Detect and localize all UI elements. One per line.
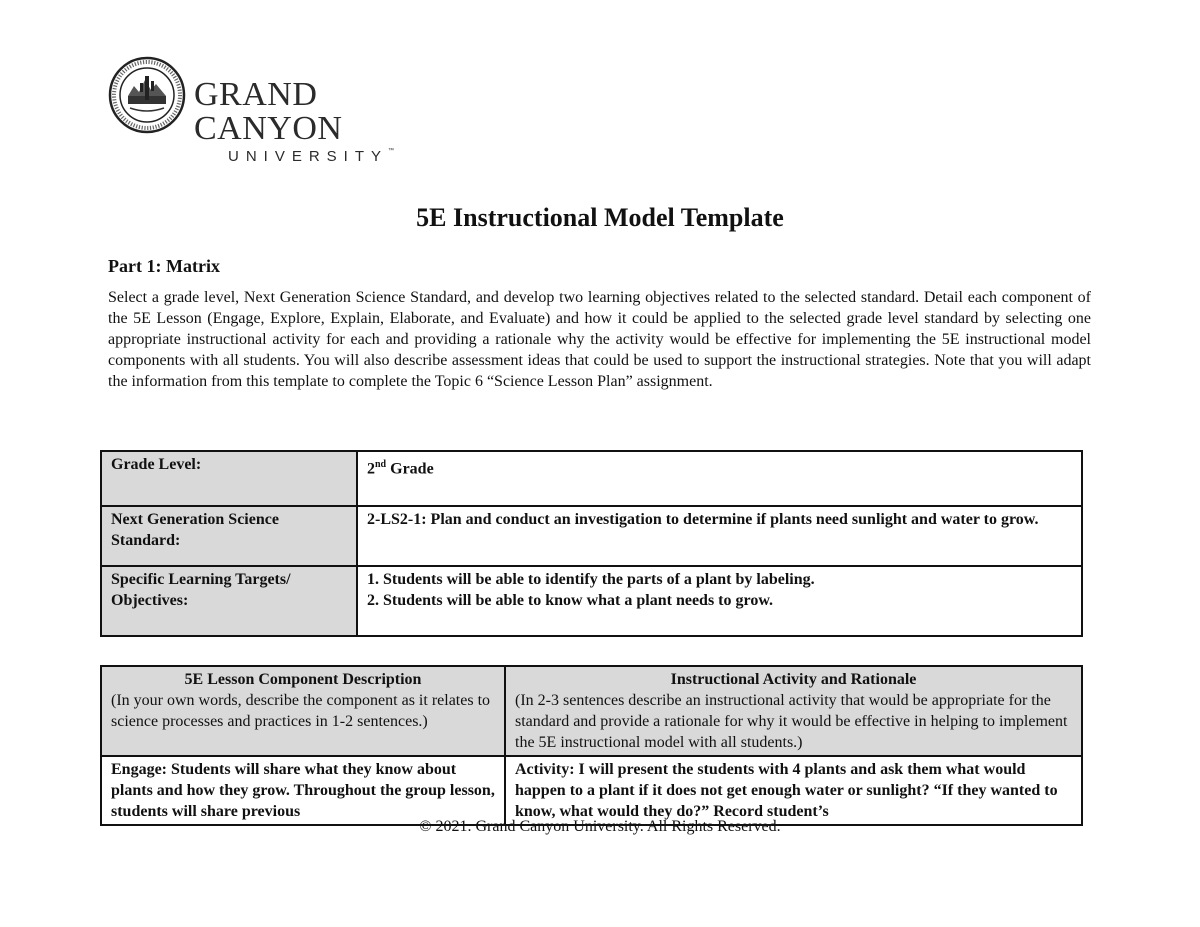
university-subtitle [228, 148, 468, 165]
grade-level-value [357, 451, 1082, 506]
university-seal-icon [108, 56, 186, 134]
standard-value: 2-LS2-1: Plan and conduct an investigation to determine if plants need sunlight and water to grow. [357, 506, 1082, 566]
grade-number: 2 [367, 460, 375, 478]
activity-cell: Activity: I will present the students with 4 plants and ask them what would happen to a plant if it does not get enough water or sunlight? “If they wanted to know, what would they do?” Record student’s [505, 756, 1082, 825]
university-subtitle-text: UNIVERSITY [228, 148, 389, 165]
engage-cell: Engage: Students will share what they know about plants and how they grow. Throughout the group lesson, students will share previous [101, 756, 505, 825]
component-column-description: (In your own words, describe the component as it relates to science processes and practices in 1-2 sentences.) [111, 692, 491, 730]
objectives-value [357, 566, 1082, 636]
part-heading: Part 1: Matrix [108, 256, 220, 276]
component-header-cell [101, 666, 505, 756]
table-row [101, 506, 1082, 566]
objective-item: 2. Students will be able to know what a plant needs to grow. [367, 592, 773, 609]
table-row [101, 451, 1082, 506]
trademark-symbol: ™ [388, 148, 395, 154]
activity-column-description: (In 2-3 sentences describe an instructional activity that would be appropriate for the standard and provide a rationale for why it would be effective in helping to implement the 5E instructional model with all students.) [515, 692, 1068, 751]
university-name: GRAND CANYON [194, 76, 343, 147]
objective-item: 1. Students will be able to identify the parts of a plant by labeling. [367, 571, 815, 588]
grade-word: Grade [386, 460, 434, 478]
activity-column-title: Instructional Activity and Rationale [670, 671, 917, 688]
grade-level-label: Grade Level: [101, 451, 357, 506]
intro-paragraph: Select a grade level, Next Generation Science Standard, and develop two learning objectives related to the selected standard. Detail each component of the 5E Lesson (Engage, Explore, Explain, Elaborate, and Evaluate) and how it could be applied to the selected grade level standard by selecting one appropriate instructional activity for each and providing a rationale why the activity would be effective for implementing the 5E instructional model components with all students. You will also describe assessment ideas that could be used to support the instructional strategies. Note that you will adapt the information from this template to complete the Topic 6 “Science Lesson Plan” assignment. [108, 289, 1091, 390]
lesson-info-table [100, 450, 1083, 637]
university-logo [108, 56, 468, 165]
table-header-row [101, 666, 1082, 756]
objectives-label: Specific Learning Targets/ Objectives: [101, 566, 357, 636]
page-title: 5E Instructional Model Template [416, 203, 784, 232]
lesson-component-table [100, 665, 1083, 826]
component-column-title: 5E Lesson Component Description [184, 671, 422, 688]
grade-suffix: nd [375, 459, 387, 470]
university-wordmark [194, 78, 468, 165]
activity-header-cell [505, 666, 1082, 756]
table-row [101, 566, 1082, 636]
standard-label: Next Generation Science Standard: [101, 506, 357, 566]
copyright-footer: © 2021. Grand Canyon University. All Rights Reserved. [419, 818, 781, 835]
table-row [101, 756, 1082, 825]
